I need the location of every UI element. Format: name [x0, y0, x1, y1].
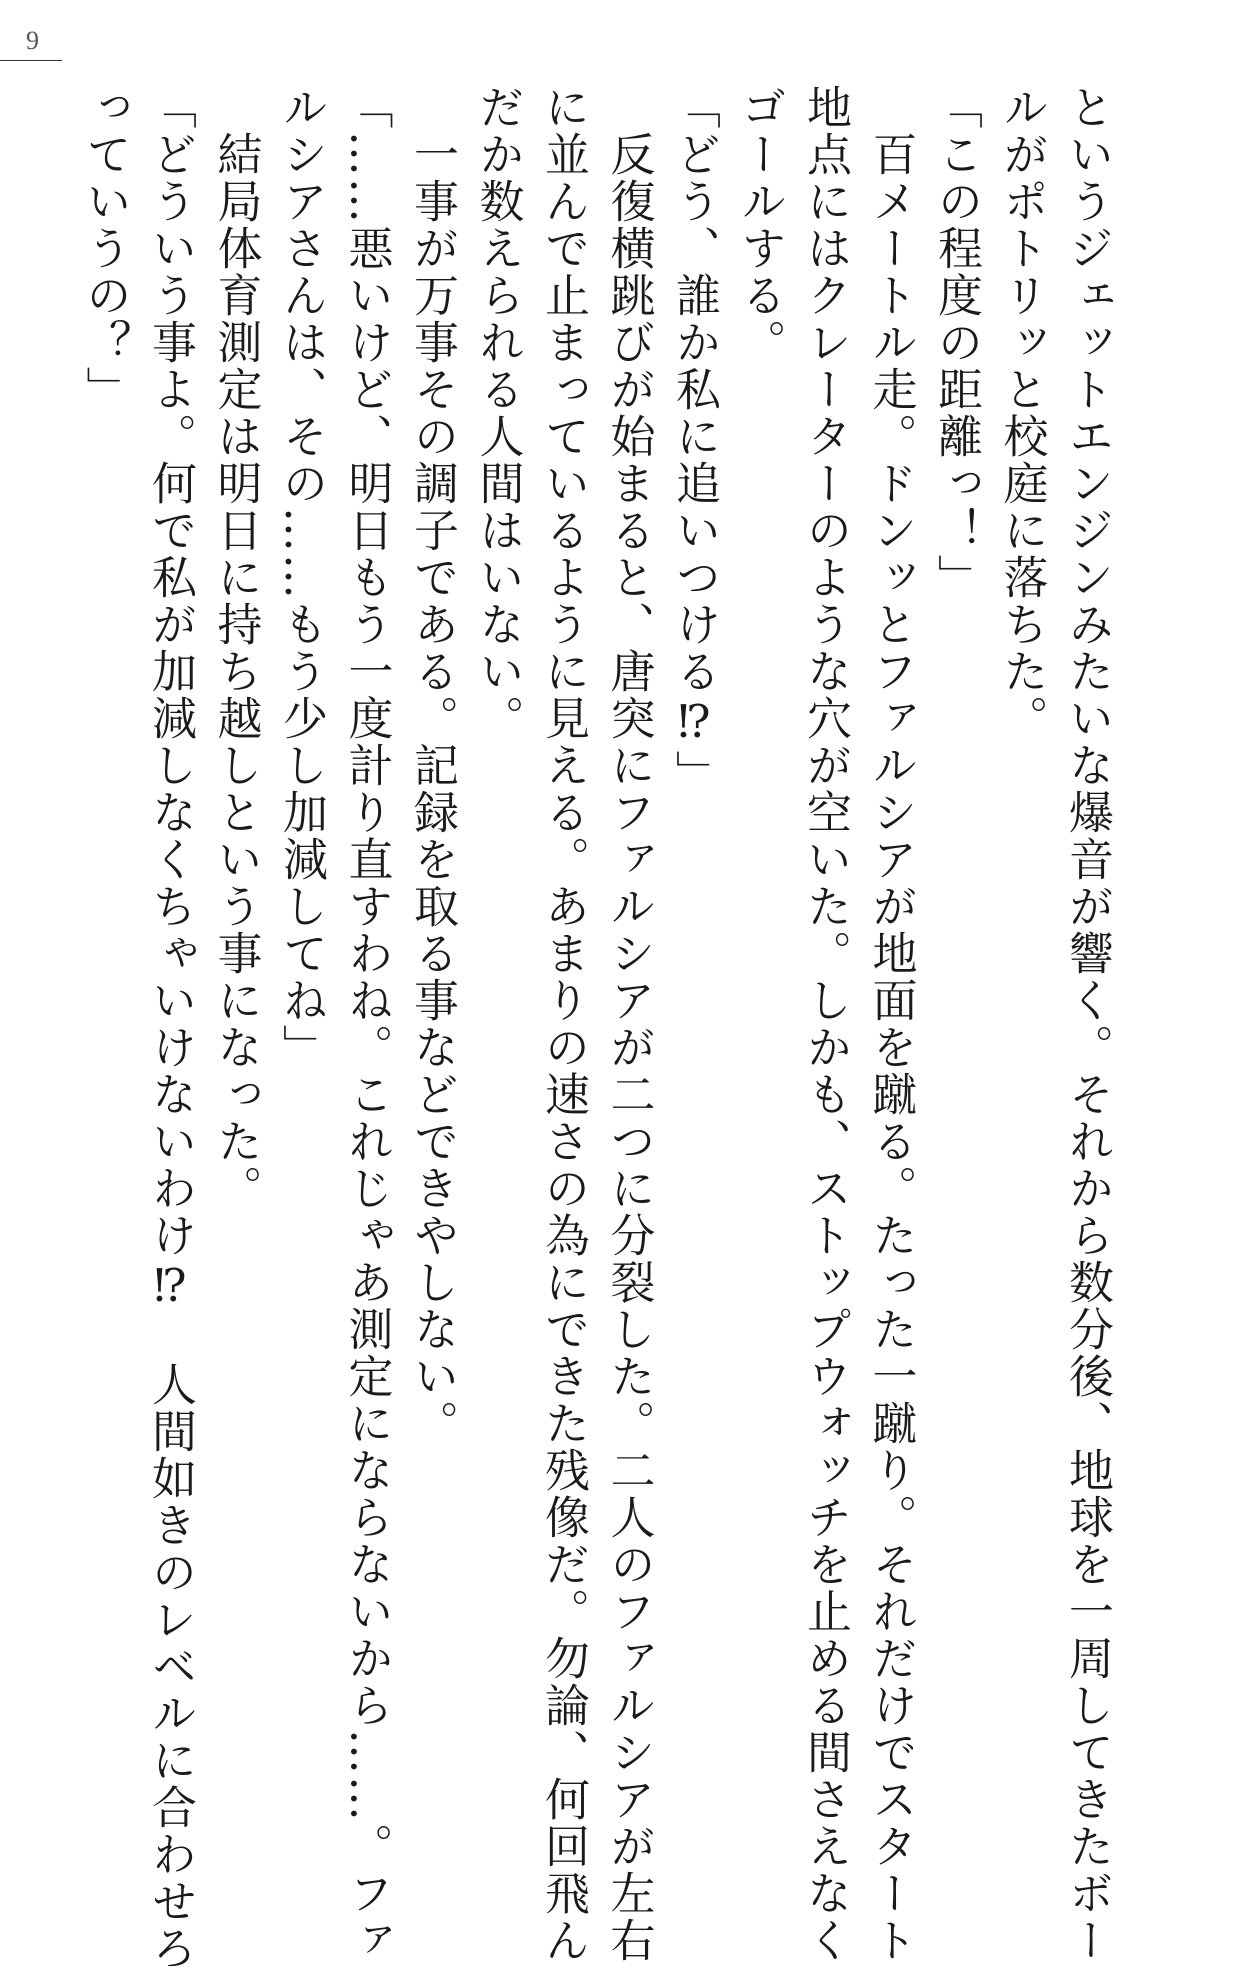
text-line: 反復横跳びが始まると、唐突にファルシアが二つに分裂した。二人のファルシアが左右: [602, 84, 656, 1964]
text-line: 「どういう事よ。何で私が加減しなくちゃいけないわけ⁉ 人間如きのレベルに合わせろ: [144, 84, 197, 1972]
text-line: 結局体育測定は明日に持ち越しという事になった。: [209, 84, 263, 1212]
text-line: っていうの？」: [78, 84, 132, 413]
page-number: 9: [26, 26, 39, 55]
text-line: に並んで止まっているように見える。あまりの速さの為にできた残像だ。勿論、何回飛ん: [537, 84, 590, 1964]
text-line: 一事が万事その調子である。記録を取る事などできやしない。: [406, 84, 459, 1447]
text-line: 「この程度の距離っ！」: [930, 84, 983, 601]
header-rule: [0, 60, 62, 61]
vertical-body-text: [78, 84, 1120, 1972]
text-line: ゴールする。: [733, 84, 787, 366]
text-line: というジェットエンジンみたいな爆音が響く。それから数分後、地球を一周してきたボー: [1061, 84, 1114, 1964]
text-line: だか数えられる人間はいない。: [471, 84, 525, 742]
text-line: 「……悪いけど、明日もう一度計り直すわね。これじゃあ測定にならないから……。ファ: [340, 84, 394, 1964]
text-line: 地点にはクレーターのような穴が空いた。しかも、ストップウォッチを止める間さえなく: [799, 84, 852, 1964]
text-line: 百メートル走。ドンッとファルシアが地面を蹴る。たった一蹴り。それだけでスタート: [864, 84, 918, 1964]
text-line: 「どう、誰か私に追いつける⁉」: [668, 84, 721, 797]
text-line: ルがポトリッと校庭に落ちた。: [995, 84, 1049, 742]
text-line: ルシアさんは、その……もう少し加減してね」: [275, 84, 328, 1071]
